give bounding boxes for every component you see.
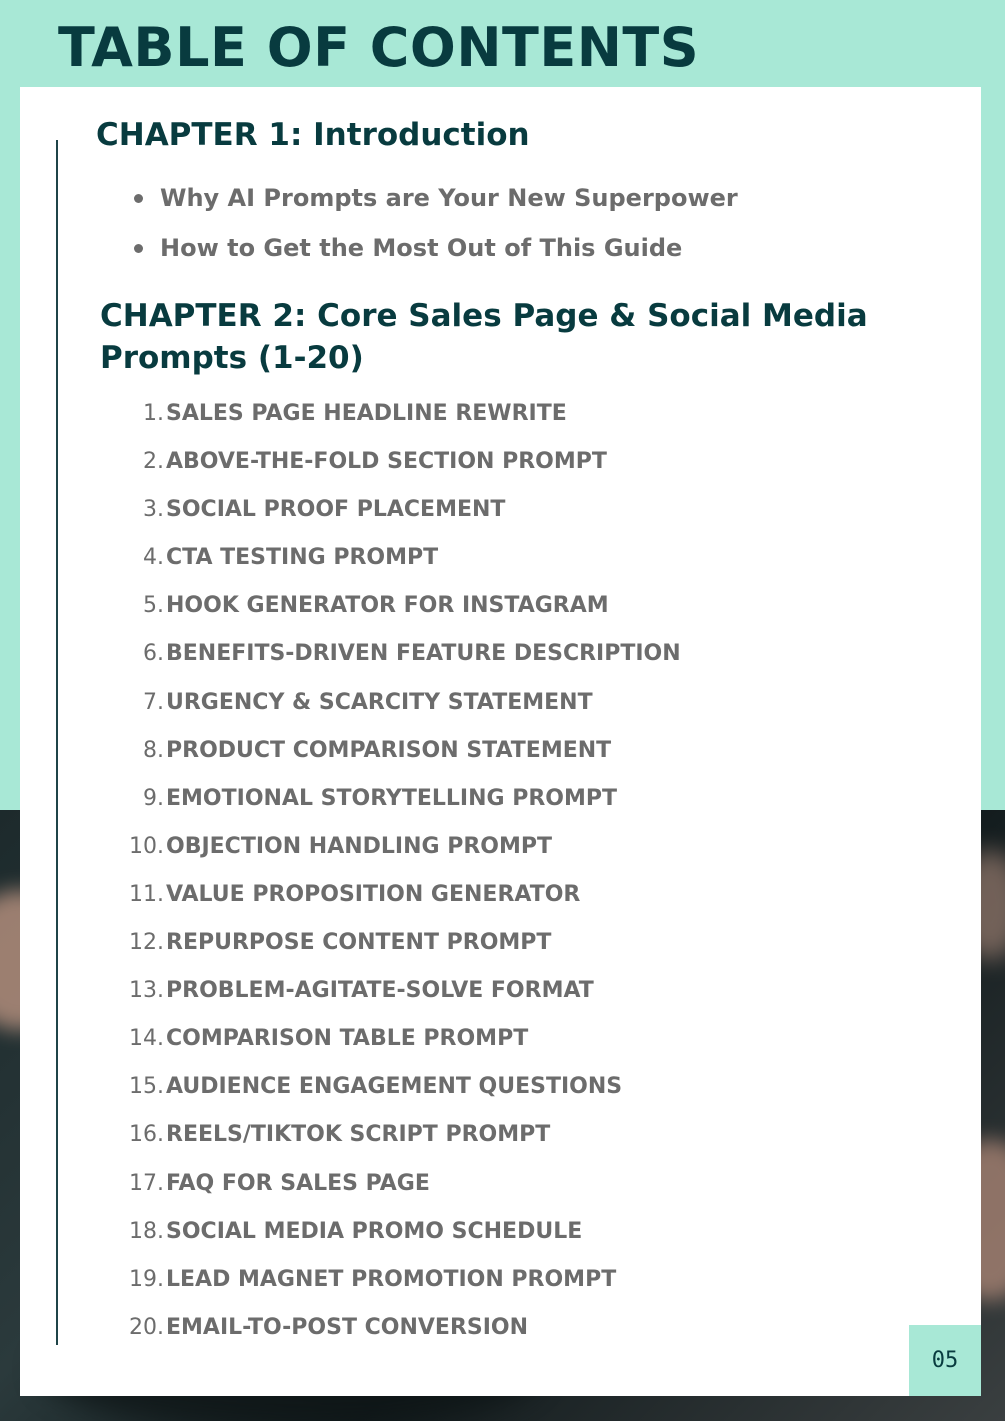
prompt-item[interactable] <box>110 875 681 923</box>
prompt-item[interactable] <box>110 683 681 731</box>
topic-label: Why AI Prompts are Your New Superpower <box>160 184 738 212</box>
prompt-item[interactable] <box>110 923 681 971</box>
prompt-title: PRODUCT COMPARISON STATEMENT <box>166 737 612 763</box>
prompt-number: 16. <box>129 1122 164 1148</box>
prompt-number: 19. <box>129 1266 164 1292</box>
prompt-number: 15. <box>129 1074 164 1100</box>
prompt-number: 2. <box>143 449 164 475</box>
prompt-item[interactable] <box>110 394 681 442</box>
chapter-2-prompt-list <box>110 394 681 1356</box>
prompt-number: 9. <box>143 785 164 811</box>
prompt-item[interactable] <box>110 1115 681 1163</box>
prompt-number: 7. <box>143 689 164 715</box>
page-title: TABLE OF CONTENTS <box>58 16 700 79</box>
prompt-item[interactable] <box>110 1019 681 1067</box>
prompt-title: REELS/TIKTOK SCRIPT PROMPT <box>166 1122 551 1148</box>
prompt-title: BENEFITS-DRIVEN FEATURE DESCRIPTION <box>166 641 681 667</box>
prompt-number: 18. <box>129 1218 164 1244</box>
prompt-item[interactable] <box>110 731 681 779</box>
prompt-title: OBJECTION HANDLING PROMPT <box>166 833 553 859</box>
prompt-title: URGENCY & SCARCITY STATEMENT <box>166 689 593 715</box>
prompt-item[interactable] <box>110 971 681 1019</box>
prompt-title: VALUE PROPOSITION GENERATOR <box>166 881 581 907</box>
prompt-title: CTA TESTING PROMPT <box>166 545 439 571</box>
prompt-item[interactable] <box>110 442 681 490</box>
prompt-item[interactable] <box>110 538 681 586</box>
prompt-item[interactable] <box>110 779 681 827</box>
prompt-number: 20. <box>129 1314 164 1340</box>
prompt-number: 6. <box>143 641 164 667</box>
prompt-title: SOCIAL MEDIA PROMO SCHEDULE <box>166 1218 583 1244</box>
prompt-title: COMPARISON TABLE PROMPT <box>166 1026 529 1052</box>
bullet-icon <box>134 244 143 253</box>
prompt-number: 11. <box>129 881 164 907</box>
bullet-icon <box>134 194 143 203</box>
prompt-number: 1. <box>143 401 164 426</box>
prompt-number: 14. <box>129 1026 164 1052</box>
prompt-item[interactable] <box>110 1164 681 1212</box>
prompt-number: 12. <box>129 930 164 956</box>
prompt-number: 4. <box>143 545 164 571</box>
prompt-item[interactable] <box>110 490 681 538</box>
prompt-title: PROBLEM-AGITATE-SOLVE FORMAT <box>166 978 594 1004</box>
prompt-number: 8. <box>143 737 164 763</box>
prompt-number: 10. <box>129 833 164 859</box>
prompt-number: 5. <box>143 593 164 619</box>
prompt-title: SALES PAGE HEADLINE REWRITE <box>166 401 567 426</box>
prompt-item[interactable] <box>110 1308 681 1356</box>
contents-card <box>20 87 981 1396</box>
prompt-item[interactable] <box>110 1067 681 1115</box>
prompt-number: 13. <box>129 978 164 1004</box>
prompt-number: 3. <box>143 497 164 523</box>
prompt-title: FAQ FOR SALES PAGE <box>166 1170 430 1196</box>
prompt-title: AUDIENCE ENGAGEMENT QUESTIONS <box>166 1074 623 1100</box>
chapter-1-topic[interactable] <box>128 228 738 278</box>
prompt-item[interactable] <box>110 586 681 634</box>
chapter-1-topic[interactable] <box>128 178 738 228</box>
prompt-title: REPURPOSE CONTENT PROMPT <box>166 930 552 956</box>
prompt-title: EMOTIONAL STORYTELLING PROMPT <box>166 785 618 811</box>
prompt-title: HOOK GENERATOR FOR INSTAGRAM <box>166 593 609 619</box>
prompt-item[interactable] <box>110 1212 681 1260</box>
chapter-2-heading: CHAPTER 2: Core Sales Page & Social Media Prompts (1-20) <box>100 298 868 376</box>
prompt-title: EMAIL-TO-POST CONVERSION <box>166 1314 529 1340</box>
prompt-item[interactable] <box>110 1260 681 1308</box>
chapter-1-heading: CHAPTER 1: Introduction <box>96 117 530 153</box>
prompt-item[interactable] <box>110 827 681 875</box>
topic-label: How to Get the Most Out of This Guide <box>160 234 683 262</box>
prompt-title: ABOVE-THE-FOLD SECTION PROMPT <box>166 449 607 475</box>
chapter-1-topics <box>128 178 738 278</box>
prompt-number: 17. <box>129 1170 164 1196</box>
page-number: 05 <box>909 1325 981 1396</box>
prompt-title: LEAD MAGNET PROMOTION PROMPT <box>166 1266 617 1292</box>
prompt-title: SOCIAL PROOF PLACEMENT <box>166 497 506 523</box>
prompt-item[interactable] <box>110 634 681 682</box>
vertical-divider <box>56 140 58 1345</box>
